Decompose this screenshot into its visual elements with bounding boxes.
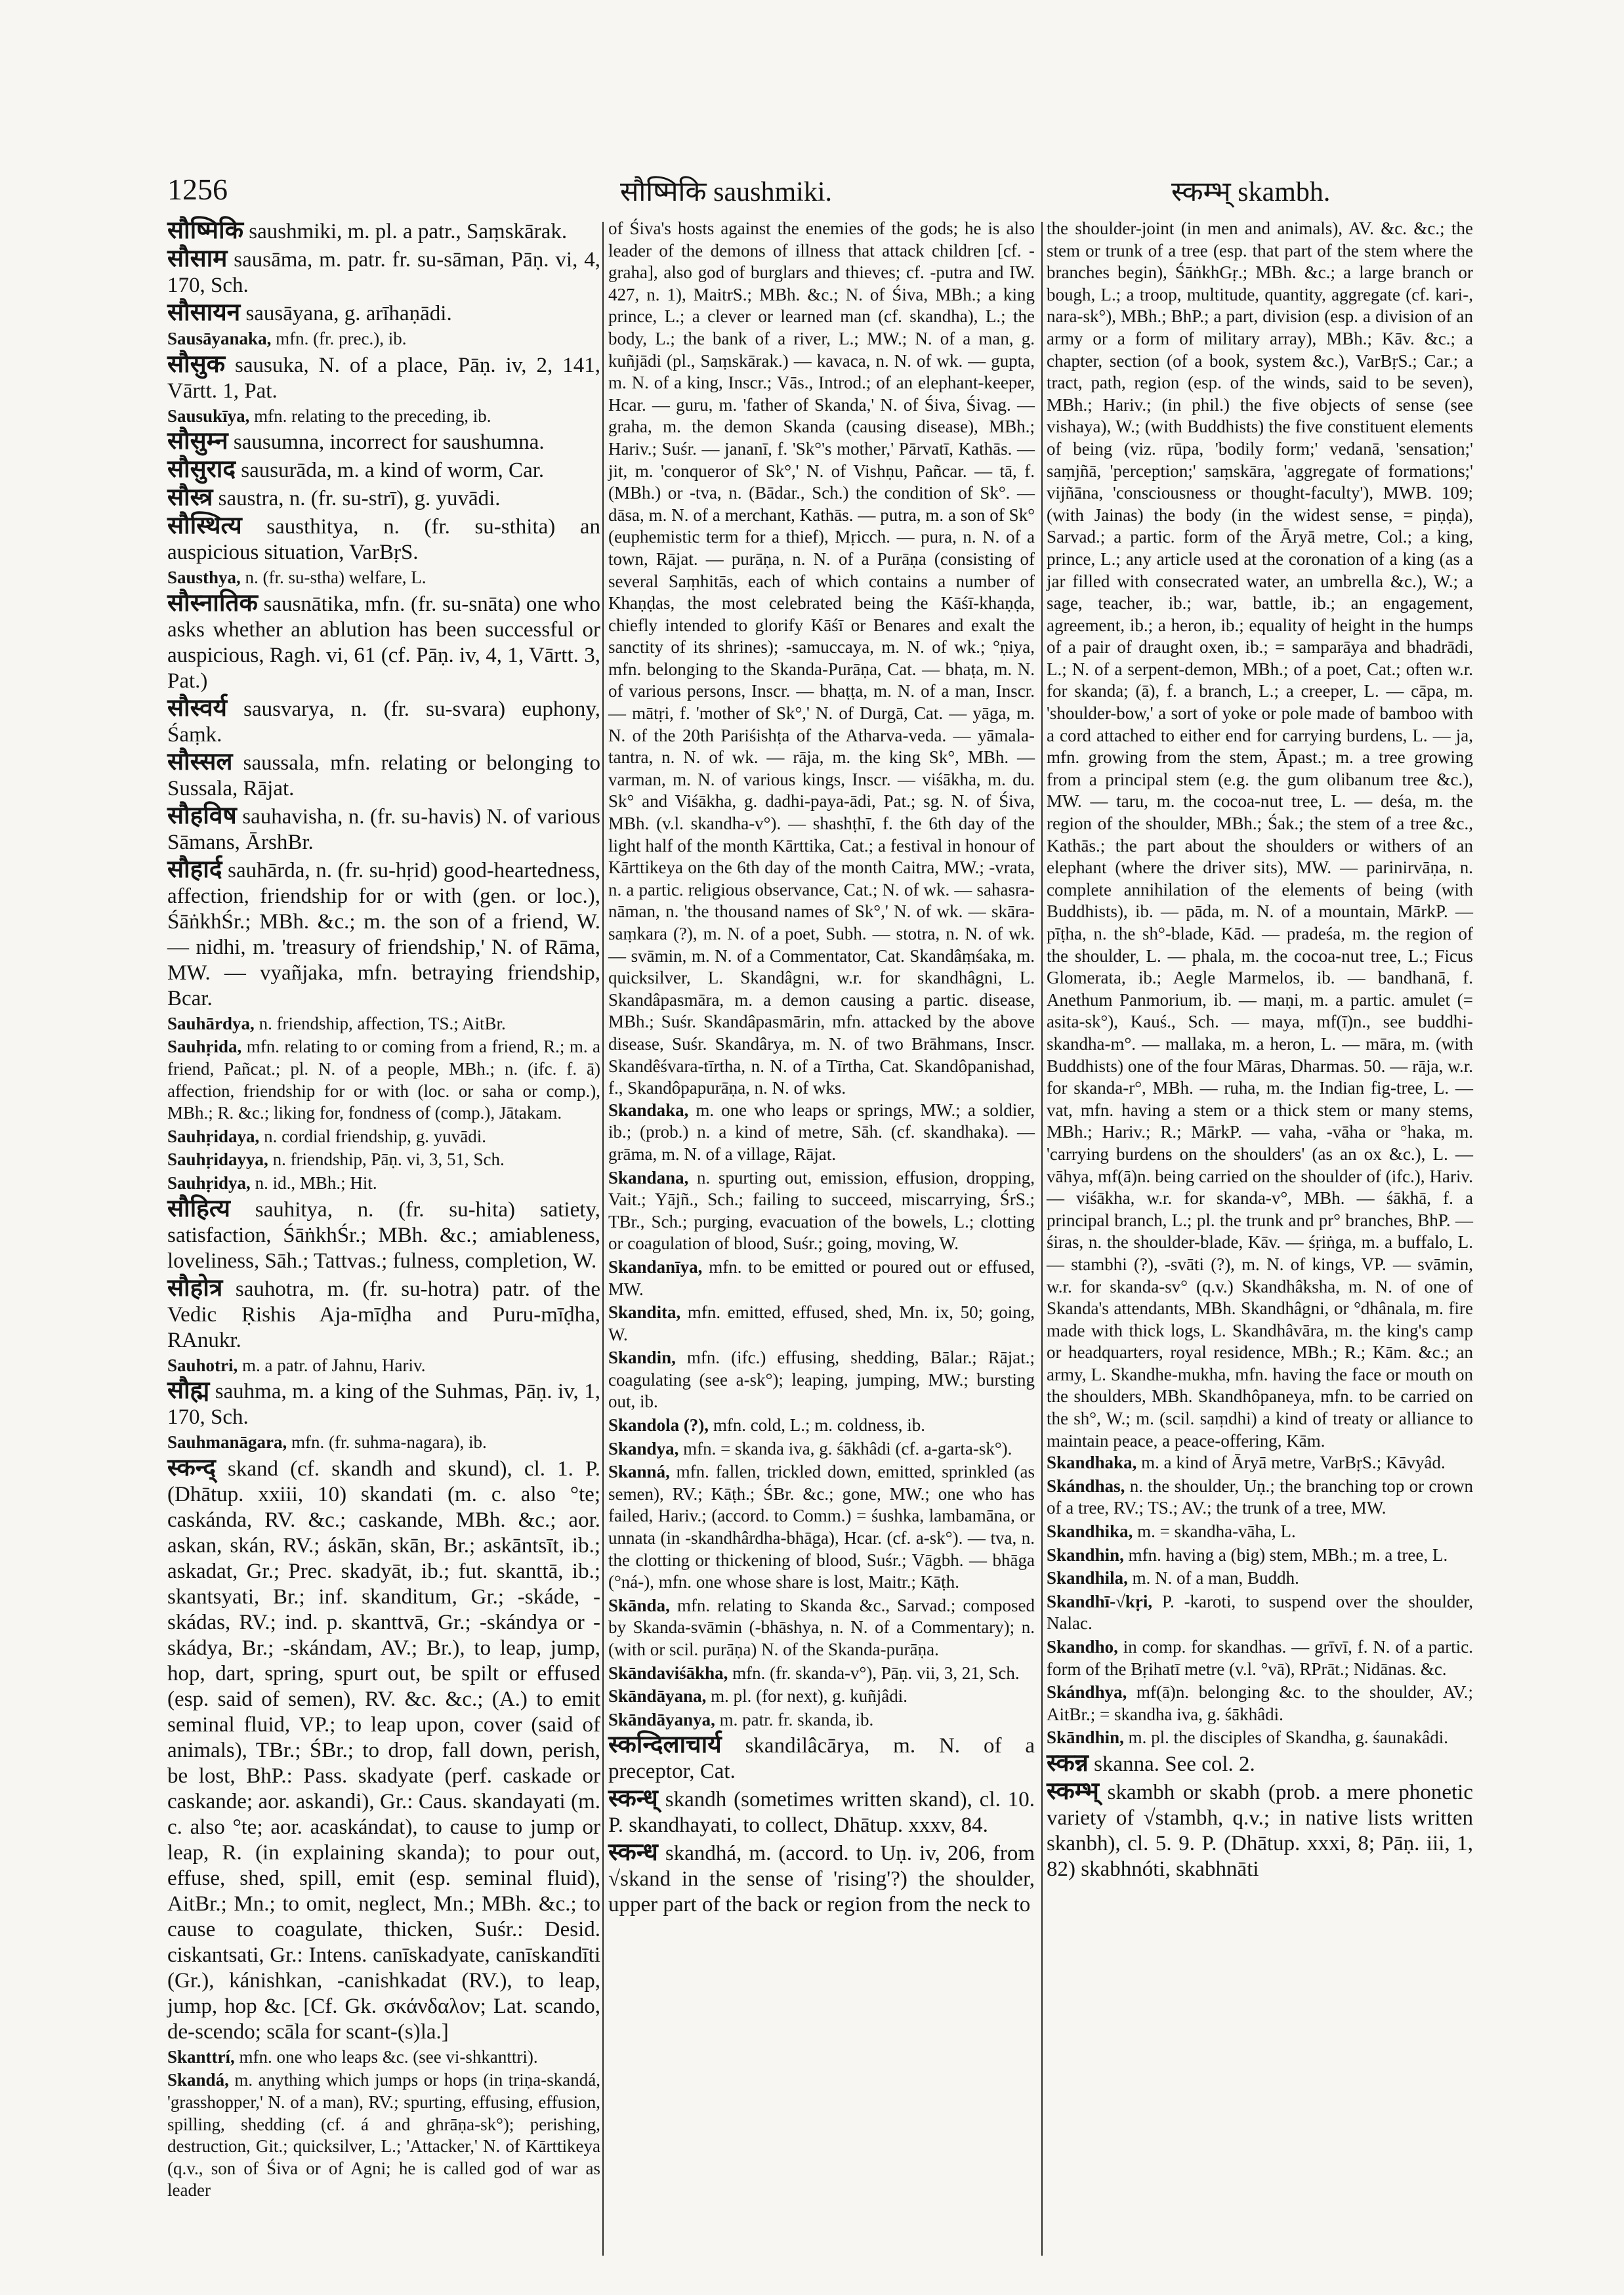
- entry-definition: saushmiki, m. pl. a patr., Saṃskārak.: [243, 220, 568, 243]
- entry-definition: sauhotra, m. (fr. su-hotra) patr. of the Vedic Ṛishis Aja-mīḍha and Puru-mīḍha, RAnukr.: [167, 1277, 600, 1352]
- entry-definition: mfn. (fr. suhma-nagara), ib.: [287, 1432, 487, 1453]
- entry-definition: mfn. relating to or coming from a friend, R.; m. a friend, Pañcat.; pl. N. of a people, MBh.; n. (ifc. f. ā) affection, friendship for or with (loc. or saha or comp.), MBh.; R. &c.; liking for, fondness of (comp.), Jātakam.: [167, 1037, 600, 1123]
- entry-headword: Sausukīya,: [167, 405, 250, 426]
- entry-headword: Skándhya,: [1047, 1682, 1127, 1703]
- dictionary-columns: [167, 217, 1473, 2265]
- dictionary-entry: [167, 590, 600, 694]
- entry-definition: m. a patr. of Jahnu, Hariv.: [238, 1355, 426, 1375]
- entry-definition: mfn. (ifc.) effusing, shedding, Bālar.; Rājat.; coagulating (see a-sk°); leaping, jumping, MW.; bursting out, ib.: [608, 1348, 1035, 1412]
- dictionary-entry: [608, 1663, 1035, 1685]
- entry-headword: Skāndāyana,: [608, 1686, 707, 1706]
- dictionary-entry: [608, 1786, 1035, 1838]
- entry-definition: m. = skandha-vāha, L.: [1133, 1521, 1296, 1542]
- dictionary-entry: [167, 1036, 600, 1124]
- dictionary-entry: [608, 1461, 1035, 1594]
- entry-headword: Skanttrí,: [167, 2046, 235, 2067]
- entry-definition: mfn. fallen, trickled down, emitted, sprinkled (as semen), RV.; Kāṭh.; ŚBr. &c.; gone, MW.; one who has failed, Hariv.; (accord. to Comm.) = śushka, lambamāna, or unnata (in -skandhârdha-bhāga), Hcar. (cf. a-sk°). — tva, n. the clotting or thickening of blood, Suśr.; Vāgbh. — bhāga (°ná-), mfn. one whose share is lost, Maitr.; Kāṭh.: [608, 1462, 1035, 1592]
- entry-definition: sausvarya, n. (fr. su-svara) euphony, Śaṃk.: [167, 697, 600, 747]
- dictionary-entry: [167, 352, 600, 404]
- entry-definition: mf(ā)n. belonging &c. to the shoulder, AV.; AitBr.; = skandha iva, g. śākhâdi.: [1047, 1682, 1473, 1724]
- entry-definition: mfn. cold, L.; m. coldness, ib.: [709, 1415, 926, 1436]
- entry-definition: skanna. See col. 2.: [1088, 1752, 1255, 1776]
- dictionary-entry: [1047, 1476, 1473, 1520]
- dictionary-entry: [608, 218, 1035, 1100]
- entry-headword: Skāndāyanya,: [608, 1709, 715, 1729]
- entry-headword: Skandhī-√kṛi,: [1047, 1591, 1153, 1611]
- entry-definition: saussala, mfn. relating or belonging to Sussala, Rājat.: [167, 751, 600, 800]
- dictionary-entry: [608, 1840, 1035, 1918]
- entry-definition: mfn. relating to the preceding, ib.: [249, 405, 491, 426]
- left-running-head: सौष्मिकि saushmiki.: [620, 177, 833, 207]
- entry-definition: n. id., MBh.; Hit.: [250, 1172, 377, 1193]
- dictionary-entry: [1047, 1636, 1473, 1680]
- dictionary-entry: [167, 1275, 600, 1354]
- dictionary-entry: [1047, 1750, 1473, 1777]
- dictionary-entry: [608, 1415, 1035, 1437]
- entry-headword: सौह्म: [167, 1377, 210, 1405]
- dictionary-entry: [167, 1172, 600, 1195]
- entry-definition: n. cordial friendship, g. yuvādi.: [259, 1126, 486, 1146]
- column-divider: [1041, 222, 1043, 2256]
- entry-headword: Skandin,: [608, 1348, 676, 1368]
- entry-headword: Sauhṛidayya,: [167, 1149, 268, 1170]
- entry-definition: sausāyana, g. arīhaṇādi.: [240, 302, 452, 325]
- entry-definition: mfn. = skanda iva, g. śākhâdi (cf. a-garta-sk°).: [678, 1438, 1012, 1458]
- entry-definition: sauhavisha, n. (fr. su-havis) N. of various Sāmans, ĀrshBr.: [167, 804, 600, 854]
- entry-headword: Skandhila,: [1047, 1568, 1128, 1588]
- entry-definition: n. spurting out, emission, effusion, dropping, Vait.; Yājñ., Sch.; failing to succeed, miscarrying, ŚrS.; TBr., Sch.; purging, evacuation of the bowels, L.; clotting or coagulation of blood, Suśr.; going, moving, W.: [608, 1167, 1035, 1254]
- entry-definition: mfn. (fr. skanda-v°), Pāṇ. vii, 3, 21, Sch.: [728, 1663, 1020, 1683]
- entry-definition: m. pl. the disciples of Skandha, g. śaunakâdi.: [1123, 1727, 1449, 1748]
- entry-definition: sausāma, m. patr. fr. su-sāman, Pāṇ. vi, 4, 170, Sch.: [167, 248, 600, 297]
- dictionary-entry: [167, 513, 600, 566]
- entry-headword: सौसुराद: [167, 456, 236, 484]
- column-divider: [602, 222, 604, 2256]
- entry-headword: Sausāyanaka,: [167, 329, 272, 348]
- dictionary-entry: [167, 1149, 600, 1171]
- entry-headword: Sauhmanāgara,: [167, 1432, 287, 1453]
- dictionary-entry: [608, 1100, 1035, 1166]
- entry-headword: सौहोत्र: [167, 1274, 223, 1302]
- dictionary-entry: [167, 1013, 600, 1035]
- dictionary-entry: [167, 2069, 600, 2202]
- entry-headword: सौस्नातिक: [167, 589, 258, 617]
- dictionary-entry: [167, 457, 600, 484]
- dictionary-entry: [608, 1256, 1035, 1300]
- entry-definition: mfn. having a (big) stem, MBh.; m. a tree, L.: [1123, 1544, 1448, 1565]
- entry-definition: sausurāda, m. a kind of worm, Car.: [235, 459, 545, 483]
- dictionary-entry: [1047, 1544, 1473, 1567]
- entry-definition: mfn. emitted, effused, shed, Mn. ix, 50; going, W.: [608, 1302, 1035, 1344]
- column-2: [608, 218, 1035, 2265]
- dictionary-entry: [608, 1709, 1035, 1731]
- entry-headword: स्कन्न: [1047, 1749, 1089, 1777]
- entry-headword: Sausthya,: [167, 568, 241, 588]
- entry-headword: स्कन्दिलाचार्य: [608, 1731, 722, 1759]
- dictionary-entry: [608, 1302, 1035, 1346]
- dictionary-entry: [167, 1126, 600, 1148]
- dictionary-entry: [167, 485, 600, 512]
- dictionary-entry: [1047, 1591, 1473, 1635]
- entry-headword: सौहित्य: [167, 1195, 231, 1222]
- entry-headword: Skānda,: [608, 1595, 670, 1615]
- entry-headword: सौसायन: [167, 299, 241, 326]
- entry-definition: m. anything which jumps or hops (in triṇa-skandá, 'grasshopper,' N. of a man), RV.; spurting, effusing, effusion, spilling, shedding (cf. á and ghrāṇa-sk°); perishing, destruction, Git.; quicksilver, L.; 'Attacker,' N. of Kārttikeya (q.v., son of Śiva or of Agni; he is called god of war as leader: [167, 2070, 600, 2201]
- dictionary-entry: [1047, 1452, 1473, 1474]
- entry-headword: Skandola (?),: [608, 1415, 709, 1436]
- entry-headword: Sauhṛidya,: [167, 1172, 251, 1193]
- dictionary-entry: [1047, 1682, 1473, 1726]
- column-3: [1047, 218, 1473, 2265]
- dictionary-entry: [608, 1347, 1035, 1413]
- entry-definition: sausuka, N. of a place, Pāṇ. iv, 2, 141, Vārtt. 1, Pat.: [167, 353, 600, 403]
- dictionary-entry: [1047, 1779, 1473, 1882]
- dictionary-entry: [167, 749, 600, 802]
- entry-headword: Skandho,: [1047, 1637, 1118, 1657]
- entry-definition: skandhá, m. (accord. to Uṇ. iv, 206, from √skand in the sense of 'rising'?) the shoulder, upper part of the back or region from the neck to: [608, 1842, 1035, 1917]
- right-running-head: स्कम्भ् skambh.: [1171, 177, 1331, 207]
- dictionary-entry: [167, 1196, 600, 1274]
- entry-headword: Sauhārdya,: [167, 1013, 255, 1033]
- entry-headword: सौसुक: [167, 350, 226, 378]
- page-number: 1256: [167, 173, 228, 206]
- entry-headword: स्कन्ध: [608, 1839, 658, 1867]
- entry-headword: Skandya,: [608, 1438, 679, 1458]
- column-1: [167, 218, 600, 2265]
- entry-headword: Skandhika,: [1047, 1521, 1133, 1542]
- dictionary-entry: [167, 218, 600, 245]
- entry-headword: सौस्त्र: [167, 484, 213, 512]
- entry-headword: Sauhṛidaya,: [167, 1126, 260, 1146]
- entry-definition: skandilâcārya, m. N. of a preceptor, Cat.: [608, 1734, 1035, 1784]
- dictionary-entry: [167, 1432, 600, 1454]
- dictionary-entry: [167, 328, 600, 350]
- dictionary-entry: [1047, 218, 1473, 1452]
- dictionary-entry: [1047, 1567, 1473, 1590]
- dictionary-entry: [608, 1685, 1035, 1708]
- entry-definition: sausumna, incorrect for saushumna.: [228, 430, 545, 455]
- dictionary-entry: [167, 1455, 600, 2045]
- entry-definition: mfn. to be emitted or poured out or effused, MW.: [608, 1256, 1035, 1299]
- entry-definition: sauhitya, n. (fr. su-hita) satiety, satisfaction, ŚāṅkhŚr.; MBh. &c.; amiableness, loveliness, Sāh.; Tattvas.; fulness, completion, W.: [167, 1197, 600, 1273]
- entry-definition: the shoulder-joint (in men and animals), AV. &c. &c.; the stem or trunk of a tree (esp. that part of the stem where the branches begin), ŚāṅkhGṛ.; MBh. &c.; a large branch or bough, L.; a troop, multitude, quantity, aggregate (cf. kari-, nara-sk°), MBh.; BhP.; a part, division (esp. a division of an army or a form of military array), MBh.; Kāv. &c.; a chapter, section (of a book, system &c.), VarBṛS.; Car.; a tract, path, region (esp. of the winds, said to be seven), MBh.; Hariv.; (in phil.) the five objects of sense (see vishaya), W.; (with Buddhists) the five constituent elements of being (viz. rūpa, 'bodily form;' vedanā, 'sensation;' saṃjñā, 'perception;' saṃskāra, 'aggregate of formations;' vijñāna, 'consciousness or thought-faculty'), MWB. 109; (with Jainas) the body (in the widest sense, = piṇḍa), Sarvad.; a partic. form of the Āryā metre, Col.; a king, prince, L.; any article used at the coronation of a king (as a jar filled with consecrated water, an umbrella &c.), W.; a sage, teacher, ib.; war, battle, ib.; an engagement, agreement, ib.; a heron, ib.; equality of height in the humps of a pair of draught oxen, ib.; = samparāya and bhadrādi, L.; N. of a serpent-demon, MBh.; of a poet, Cat.; often w.r. for skanda; (ā), f. a branch, L.; a creeper, L. — cāpa, m. 'shoulder-bow,' a sort of yoke or pole made of bamboo with a cord attached to either end for carrying burdens, L. — ja, mfn. growing from the stem, Āpast.; m. a tree growing from a principal stem (e.g. the gum olibanum tree &c.), MW. — taru, m. the cocoa-nut tree, L. — deśa, m. the region of the shoulder, MBh.; Śak.; the stem of a tree &c., Kathās.; the part about the shoulders or withers of an elephant (where the driver sits), MW. — parinirvāṇa, n. complete annihilation of the elements of being (with Buddhists), ib. — pāda, m. N. of a mountain, MārkP. — pīṭha, n. the sh°-blade, Kād. — pradeśa, m. the region of the shoulder, L. — phala, m. the cocoa-nut tree, L.; Ficus Glomerata, ib.; Aegle Marmelos, ib. — bandhanā, f. Anethum Panmorium, ib. — maṇi, m. a partic. amulet (= asita-sk°), Kauś., Sch. — maya, mf(ī)n., see buddhi-skandha-m°. — mallaka, m. a heron, L. — māra, m. (with Buddhists) one of the four Māras, Dharmas. 50. — rāja, w.r. for skanda-r°, MBh. — ruha, m. the Indian fig-tree, L. — vat, mfn. having a stem or a thick stem or many stems, MBh.; Hariv.; R.; MārkP. — vaha, -vāha or °haka, m. 'carrying burdens on the shoulders' (as an ox &c.), L. — vāhya, mf(ā)n. being carried on the shoulder of (ifc.), Hariv. — viśākha, w.r. for skanda-v°, MBh. — śākhā, f. a principal branch, L.; pl. the trunk and pr° branches, BhP. — śiras, n. the shoulder-blade, Kāv. — śṛiṅga, m. a buffalo, L. — stambhi (?), -svāti (?), m. N. of kings, VP. — svāmin, w.r. for skanda-sv° (q.v.) Skandhâksha, m. N. of one of Skanda's attendants, MBh. Skandhâgni, or °dhânala, m. fire made with thick logs, L. Skandhâvāra, m. the king's camp or headquarters, royal residence, MBh.; R.; Kām. &c.; an army, L. Skandhe-mukha, mfn. having the face or mouth on the shoulders, MBh. Skandhôpaneya, mfn. to be carried on the sh°, W.; m. (scil. saṃdhi) a kind of treaty or alliance to maintain peace, a peace-offering, Kām.: [1047, 218, 1473, 1451]
- dictionary-entry: [167, 1378, 600, 1430]
- entry-definition: n. the shoulder, Uṇ.; the branching top or crown of a tree, RV.; TS.; AV.; the trunk of a tree, MW.: [1047, 1476, 1473, 1518]
- entry-definition: skandh (sometimes written skand), cl. 10. P. skandhayati, to collect, Dhātup. xxxv, 84.: [608, 1788, 1035, 1838]
- entry-headword: Skándhas,: [1047, 1476, 1125, 1496]
- entry-headword: Skāndhin,: [1047, 1727, 1124, 1748]
- entry-definition: sauhārda, n. (fr. su-hṛid) good-heartedness, affection, friendship for or with (gen. or loc.), ŚāṅkhŚr.; MBh. &c.; m. the son of a friend, W. — nidhi, m. 'treasury of friendship,' N. of Rāma, MW. — vyañjaka, mfn. betraying friendship, Bcar.: [167, 858, 600, 1010]
- entry-headword: Skandá,: [167, 2070, 229, 2090]
- entry-headword: Skāndaviśākha,: [608, 1663, 728, 1683]
- entry-definition: n. friendship, affection, TS.; AitBr.: [254, 1013, 506, 1033]
- entry-headword: स्कम्भ्: [1047, 1777, 1099, 1805]
- entry-headword: Skandaka,: [608, 1100, 689, 1120]
- dictionary-entry: [608, 1167, 1035, 1255]
- entry-definition: m. N. of a man, Buddh.: [1127, 1568, 1299, 1588]
- entry-definition: m. pl. (for next), g. kuñjâdi.: [706, 1686, 908, 1706]
- entry-headword: Skandhaka,: [1047, 1453, 1137, 1473]
- entry-definition: saustra, n. (fr. su-strī), g. yuvādi.: [213, 487, 501, 511]
- entry-definition: sausnātika, mfn. (fr. su-snāta) one who asks whether an ablution has been successful or auspicious, Ragh. vi, 61 (cf. Pāṇ. iv, 4, 1, Vārtt. 3, Pat.): [167, 592, 600, 693]
- entry-definition: of Śiva's hosts against the enemies of the gods; he is also leader of the demons of illness that attack children [cf. -graha], also god of burglars and thieves; cf. -putra and IW. 427, n. 1), MaitrS.; MBh. &c.; N. of Śiva, MBh.; a king prince, L.; a clever or learned man (cf. skandha), L.; the body, L.; the bank of a river, L.; MW.; N. of a man, g. kuñjādi (pl., Saṃskārak.) — kavaca, n. N. of wk. — gupta, m. N. of a king, Inscr.; Vās., Introd.; of an elephant-keeper, Hcar. — guru, m. 'father of Skanda,' N. of Śiva, Śivag. — graha, m. the demon Skanda (causing disease), MBh.; Hariv.; Suśr. — jananī, f. 'Sk°'s mother,' Pārvatī, Kathās. — jit, m. 'conqueror of Sk°,' N. of Vishṇu, Pañcar. — tā, f. (MBh.) or -tva, n. (Bādar., Sch.) the condition of Sk°. — dāsa, m. N. of a merchant, Kathās. — putra, m. a son of Sk° (euphemistic term for a thief), Mṛicch. — pura, n. N. of a town, Rājat. — purāṇa, n. N. of a Purāṇa (consisting of several Saṃhitās, each of which contains a number of Khaṇḍas, the most celebrated being the Kāśī-khaṇḍa, chiefly intended to glorify Kāśī or Benares and exalt the sanctity of its shrines); -samuccaya, m. N. of wk.; °ṇiya, mfn. belonging to the Skanda-Purāṇa, Cat. — bhaṭa, m. N. of various persons, Inscr. — bhaṭṭa, m. N. of a man, Inscr. — mātṛi, f. 'mother of Sk°,' N. of Durgā, Cat. — yāga, m. N. of the 20th Pariśishṭa of the Atharva-veda. — yāmala-tantra, n. N. of wk. — rāja, m. the king Sk°, MBh. — varman, m. N. of various kings, Inscr. — viśākha, m. du. Sk° and Viśākha, g. dadhi-paya-ādi, Pat.; sg. N. of Śiva, MBh. (v.l. skandha-v°). — shashṭhī, f. the 6th day of the light half of the month Kārttika, Cat.; a festival in honour of Kārttikeya on the 6th day of the month Caitra, MW.; -vrata, n. a partic. religious observance, Cat.; N. of wk. — sahasra-nāman, n. 'the thousand names of Sk°,' N. of wk. — skāra-saṃkara (?), m. N. of a poet, Subh. — stotra, n. N. of wk. — svāmin, m. N. of a Commentator, Cat. Skandâṃśaka, m. quicksilver, L. Skandâgni, w.r. for skandhâgni, L. Skandâpasmāra, m. a demon causing a partic. disease, MBh.; Suśr. Skandâpasmārin, mfn. attacked by the above disease, Suśr. Skandârya, m. N. of two Brāhmans, Inscr. Skandêśvara-tīrtha, n. N. of a Tīrtha, Cat. Skandôpanishad, f., Skandôpapurāṇa, n. N. of wks.: [608, 218, 1035, 1098]
- entry-definition: skand (cf. skandh and skund), cl. 1. P. (Dhātup. xxiii, 10) skandati (m. c. also °te; caskánda, RV. &c.; caskande, MBh. &c.; aor. askan, skán, RV.; áskān, skān, Br.; askāntsīt, ib.; askadat, Gr.; Prec. skadyāt, ib.; fut. skanttā, ib.; skantsyati, Br.; inf. skanditum, Gr.; -skáde, -skádas, RV.; ind. p. skanttvā, Gr.; -skándya or -skádya, Br.; -skándam, AV.; Br.), to leap, jump, hop, dart, spring, spurt out, be spilt or effused (esp. said of semen), RV. &c. &c.; (A.) to emit seminal fluid, VP.; to leap upon, cover (said of animals), TBr.; ŚBr.; to drop, fall down, perish, be lost, BhP.: Pass. skadyate (perf. caskade or caskande; aor. askandi), Gr.: Caus. skandayati (m. c. also °te; aor. acaskándat), to cause to jump or leap, R. (in explaining skanda); to pour out, effuse, shed, spill, emit (esp. seminal fluid), AitBr.; Mn.; to omit, neglect, Mn.; MBh. &c.; to cause to coagulate, thicken, Suśr.: Desid. ciskantsati, Gr.: Intens. canīskadyate, canīskandīti (Gr.), kánishkan, -canishkadat (RV.), to leap, jump, hop &c. [Cf. Gk. σκάνδαλον; Lat. scando, de-scendo; scāla for scant-(s)la.]: [167, 1457, 600, 2044]
- dictionary-entry: [608, 1732, 1035, 1785]
- entry-headword: स्कन्ध्: [608, 1785, 658, 1813]
- entry-definition: P. -karoti, to suspend over the shoulder, Nalac.: [1047, 1591, 1473, 1634]
- entry-headword: सौस्थित्य: [167, 512, 242, 540]
- entry-definition: n. (fr. su-stha) welfare, L.: [240, 568, 427, 588]
- dictionary-entry: [167, 246, 600, 299]
- dictionary-entry: [167, 405, 600, 428]
- dictionary-entry: [167, 695, 600, 748]
- entry-headword: Skandita,: [608, 1302, 681, 1323]
- entry-headword: सौस्वर्य: [167, 694, 228, 722]
- entry-definition: skambh or skabh (prob. a mere phonetic variety of √stambh, q.v.; in native lists written skanbh), cl. 5. 9. P. (Dhātup. xxxi, 8; Pāṇ. iii, 1, 82) skabhnóti, skabhnāti: [1047, 1780, 1473, 1881]
- entry-definition: mfn. (fr. prec.), ib.: [271, 329, 407, 348]
- entry-definition: n. friendship, Pāṇ. vi, 3, 51, Sch.: [268, 1149, 505, 1170]
- entry-definition: sausthitya, n. (fr. su-sthita) an auspicious situation, VarBṛS.: [167, 515, 600, 565]
- dictionary-entry: [167, 567, 600, 589]
- dictionary-entry: [167, 300, 600, 327]
- dictionary-entry: [608, 1438, 1035, 1460]
- dictionary-entry: [1047, 1727, 1473, 1749]
- entry-headword: स्कन्द्: [167, 1454, 216, 1481]
- entry-headword: सौहविष: [167, 802, 237, 829]
- dictionary-entry: [608, 1595, 1035, 1661]
- dictionary-entry: [1047, 1521, 1473, 1543]
- entry-headword: Skandhin,: [1047, 1544, 1124, 1565]
- entry-headword: सौष्मिकि: [167, 217, 243, 244]
- dictionary-entry: [167, 428, 600, 455]
- entry-headword: सौसुम्न: [167, 428, 228, 455]
- entry-definition: m. a kind of Āryā metre, VarBṛS.; Kāvyâd.: [1136, 1453, 1446, 1473]
- entry-definition: sauhma, m. a king of the Suhmas, Pāṇ. iv, 1, 170, Sch.: [167, 1380, 600, 1430]
- entry-headword: Skandana,: [608, 1167, 689, 1188]
- entry-definition: mfn. one who leaps &c. (see vi-shkanttri).: [234, 2046, 538, 2067]
- entry-headword: Sauhotri,: [167, 1355, 238, 1375]
- entry-definition: in comp. for skandhas. — grīvī, f. N. of a partic. form of the Bṛihatī metre (v.l. °vā), RPrāt.; Nidānas. &c.: [1047, 1637, 1473, 1679]
- page-header: [167, 172, 1480, 218]
- dictionary-entry: [167, 2046, 600, 2069]
- entry-headword: सौसाम: [167, 245, 228, 272]
- entry-headword: Sauhṛida,: [167, 1037, 242, 1057]
- entry-headword: सौस्सल: [167, 748, 233, 775]
- entry-definition: mfn. relating to Skanda &c., Sarvad.; composed by Skanda-svāmin (-bhāshya, n. N. of a Commentary); n. (with or scil. purāṇa) N. of the Skanda-purāṇa.: [608, 1595, 1035, 1659]
- entry-headword: Skanná,: [608, 1462, 670, 1482]
- entry-headword: Skandanīya,: [608, 1256, 703, 1277]
- entry-definition: m. patr. fr. skanda, ib.: [715, 1709, 874, 1729]
- entry-definition: m. one who leaps or springs, MW.; a soldier, ib.; (prob.) n. a kind of metre, Sāh. (cf. skandhaka). — grāma, m. N. of a village, Rājat.: [608, 1100, 1035, 1164]
- dictionary-entry: [167, 1355, 600, 1377]
- dictionary-entry: [167, 803, 600, 856]
- entry-headword: सौहार्द: [167, 856, 222, 883]
- dictionary-entry: [167, 857, 600, 1012]
